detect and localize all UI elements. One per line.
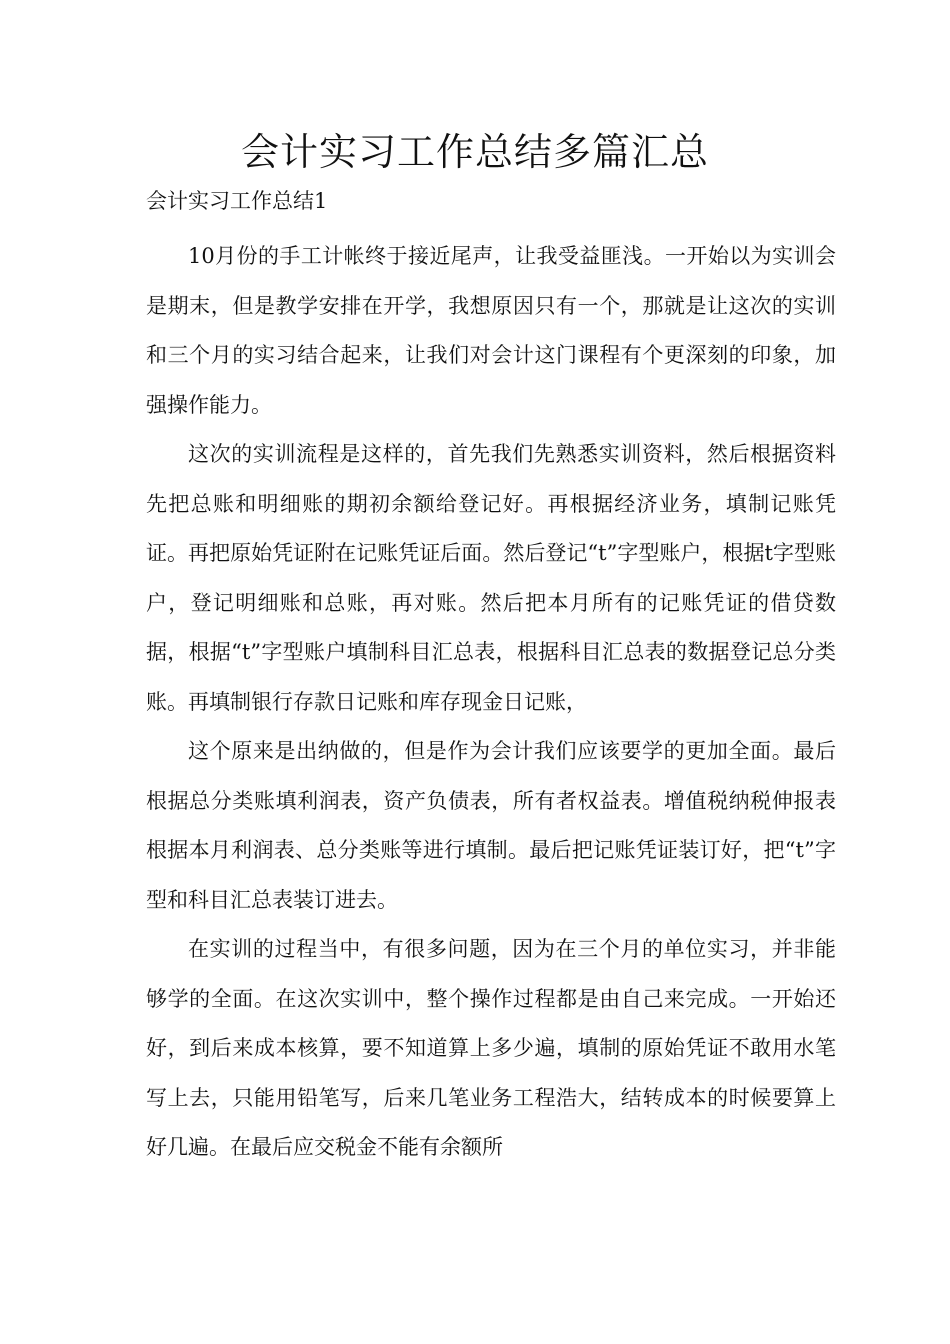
paragraph-1: 10月份的手工计帐终于接近尾声，让我受益匪浅。一开始以为实训会是期末，但是教学安排在开学，我想原因只有一个，那就是让这次的实训和三个月的实习结合起来，让我们对会计这门课程有个更深刻的印象，加强操作能力。 (146, 244, 836, 417)
paragraph-2: 这次的实训流程是这样的，首先我们先熟悉实训资料，然后根据资料先把总账和明细账的期初余额给登记好。再根据经济业务，填制记账凭证。再把原始凭证附在记账凭证后面。然后登记“t”字型账户，根据t字型账户，登记明细账和总账，再对账。然后把本月所有的记账凭证的借贷数据，根据“t”字型账户填制科目汇总表，根据科目汇总表的数据登记总分类账。再填制银行存款日记账和库存现金日记账， (146, 442, 836, 714)
paragraph-3: 这个原来是出纳做的，但是作为会计我们应该要学的更加全面。最后根据总分类账填利润表，资产负债表，所有者权益表。增值税纳税伸报表根据本月利润表、总分类账等进行填制。最后把记账凭证装订好，把“t”字型和科目汇总表装订进去。 (146, 739, 836, 912)
paragraph-4: 在实训的过程当中，有很多问题，因为在三个月的单位实习，并非能够学的全面。在这次实训中，整个操作过程都是由自己来完成。一开始还好，到后来成本核算，要不知道算上多少遍，填制的原始凭证不敢用水笔写上去，只能用铅笔写，后来几笔业务工程浩大，结转成本的时候要算上好几遍。在最后应交税金不能有余额所 (146, 937, 836, 1159)
document-title: 会计实习工作总结多篇汇总 (240, 130, 709, 174)
section-heading: 会计实习工作总结1 (146, 189, 328, 213)
document-body (146, 232, 836, 1173)
